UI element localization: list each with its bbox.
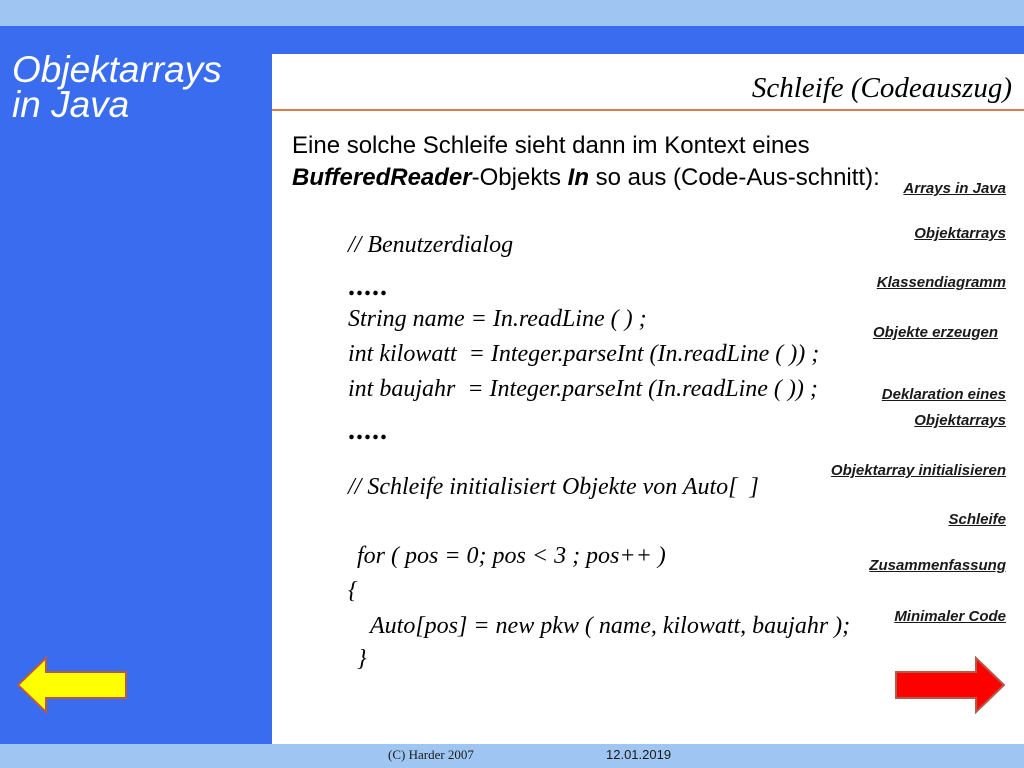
sidebar (0, 26, 272, 744)
slide-title: Schleife (Codeauszug) (751, 72, 1012, 104)
right-arrow-icon[interactable] (894, 656, 1006, 714)
code-line-baujahr: int baujahr = Integer.parseInt (In.readLine ( )) ; (348, 376, 818, 402)
deck-title-line2: in Java (12, 84, 130, 125)
code-ellipsis-top: ..... (348, 271, 388, 302)
nav-link-arrays-in-java[interactable]: Arrays in Java (903, 180, 1006, 197)
code-for-line: for ( pos = 0; pos < 3 ; pos++ ) (357, 543, 666, 569)
code-open-brace: { (348, 578, 358, 604)
code-line-name: String name = In.readLine ( ) ; (348, 306, 647, 332)
footer-copyright: (C) Harder 2007 (388, 747, 474, 762)
code-line-kilowatt: int kilowatt = Integer.parseInt (In.readLine ( )) ; (348, 341, 820, 367)
footer-band (0, 744, 1024, 768)
intro-end: so aus (Code-Aus-schnitt): (588, 164, 880, 191)
deck-title-line1: Objektarrays (12, 49, 222, 90)
top-band (0, 0, 1024, 26)
left-arrow-icon[interactable] (16, 656, 128, 714)
code-ellipsis-bottom: ..... (348, 415, 388, 446)
nav-link-objektarrays[interactable]: Objektarrays (914, 225, 1006, 242)
intro-bold-in: In (567, 164, 589, 191)
code-comment-loop: // Schleife initialisiert Objekte von Auto[ ] (348, 474, 759, 500)
nav-link-schleife[interactable]: Schleife (948, 511, 1006, 528)
code-loop-body: Auto[pos] = new pkw ( name, kilowatt, baujahr ); (370, 613, 851, 639)
deck-title (12, 49, 222, 125)
nav-link-zusammenfassung[interactable]: Zusammenfassung (869, 557, 1006, 574)
title-divider (272, 109, 1024, 111)
nav-link-objekte-erzeugen[interactable]: Objekte erzeugen (872, 324, 998, 341)
nav-link-objektarray-initialisieren[interactable]: Objektarray initialisieren (830, 462, 1006, 479)
intro-line2 (292, 162, 880, 194)
intro-line1: Eine solche Schleife sieht dann im Kontext eines (292, 132, 810, 159)
nav-link-minimaler-code[interactable]: Minimaler Code (894, 608, 1006, 625)
footer-date: 12.01.2019 (606, 747, 672, 762)
nav-link-deklaration-line1[interactable]: Deklaration eines (881, 386, 1006, 403)
intro-bold-bufferedreader: BufferedReader (292, 164, 472, 191)
nav-link-klassendiagramm[interactable]: Klassendiagramm (876, 274, 1006, 291)
intro-mid: -Objekts (471, 164, 568, 191)
intro-text (292, 130, 880, 194)
code-close-brace: } (357, 646, 367, 672)
code-comment-dialog: // Benutzerdialog (348, 232, 514, 258)
nav-link-deklaration-line2[interactable]: Objektarrays (914, 412, 1006, 429)
